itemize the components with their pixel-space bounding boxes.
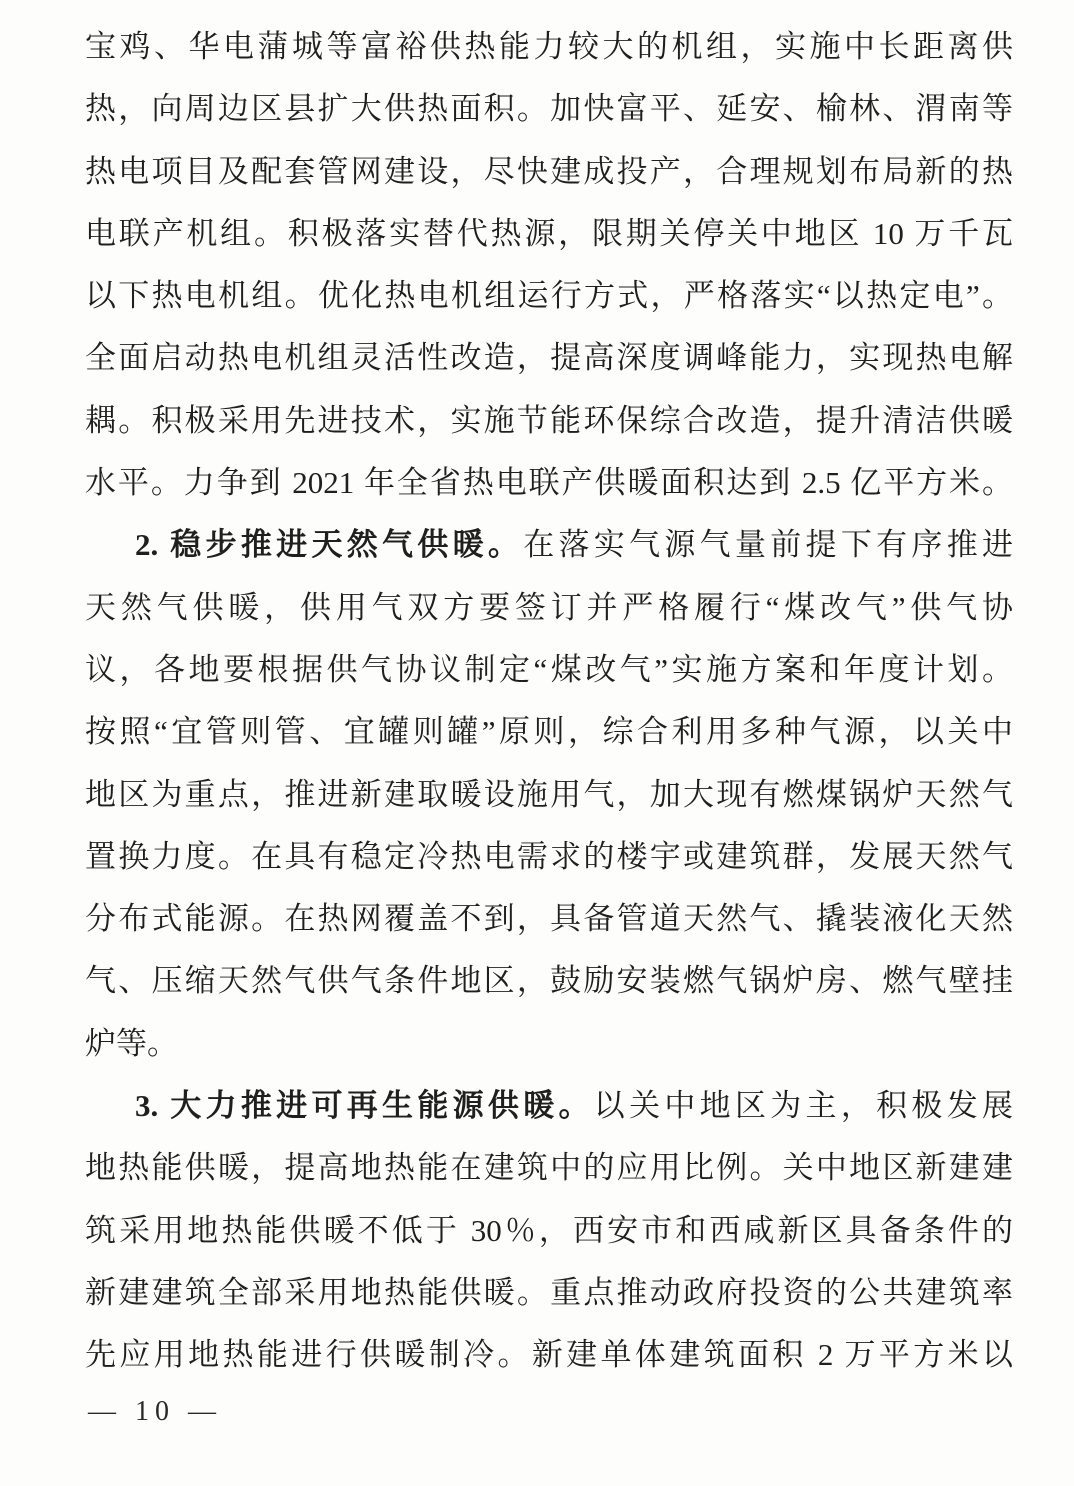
page-footer [88, 1392, 222, 1432]
text-line [85, 701, 1013, 763]
text-line [85, 1075, 1013, 1137]
text-line [85, 1013, 1013, 1075]
text-line [85, 577, 1013, 639]
text-line [85, 203, 1013, 265]
body-text: 炉等。 [85, 1025, 178, 1061]
text-line [85, 1200, 1013, 1262]
section-heading-text: 3. 大力推进可再生能源供暖。 [135, 1088, 594, 1124]
body-text: 地热能供暖，提高地热能在建筑中的应用比例。关中地区新建建 [85, 1150, 1013, 1186]
body-text: 新建建筑全部采用地热能供暖。重点推动政府投资的公共建筑率 [85, 1274, 1013, 1310]
body-text: 以下热电机组。优化热电机组运行方式，严格落实“以热定电”。 [85, 278, 1013, 314]
text-line [85, 1324, 1013, 1386]
body-text: 热电项目及配套管网建设，尽快建成投产，合理规划布局新的热 [85, 153, 1013, 189]
body-text: 议，各地要根据供气协议制定“煤改气”实施方案和年度计划。 [85, 651, 1013, 687]
text-line [85, 390, 1013, 452]
text-line [85, 78, 1013, 140]
text-line [85, 888, 1013, 950]
text-line [85, 1262, 1013, 1324]
body-text: 筑采用地热能供暖不低于 30％，西安市和西咸新区具备条件的 [85, 1212, 1013, 1248]
text-line [85, 141, 1013, 203]
text-line [85, 514, 1013, 576]
text-line [85, 16, 1013, 78]
body-text: 分布式能源。在热网覆盖不到，具备管道天然气、撬装液化天然 [85, 901, 1013, 937]
text-line [85, 826, 1013, 888]
body-text: 地区为重点，推进新建取暖设施用气，加大现有燃煤锅炉天然气 [85, 776, 1013, 812]
body-text: 全面启动热电机组灵活性改造，提高深度调峰能力，实现热电解 [85, 340, 1013, 376]
text-line [85, 950, 1013, 1012]
body-text: 耦。积极采用先进技术，实施节能环保综合改造，提升清洁供暖 [85, 402, 1013, 438]
body-text: 电联产机组。积极落实替代热源，限期关停关中地区 10 万千瓦 [85, 215, 1013, 251]
body-text: 按照“宜管则管、宜罐则罐”原则，综合利用多种气源，以关中 [85, 714, 1013, 750]
text-line [85, 327, 1013, 389]
section-heading-text: 2. 稳步推进天然气供暖。 [135, 527, 524, 563]
body-text: 以关中地区为主，积极发展 [593, 1088, 1013, 1124]
text-line [85, 452, 1013, 514]
text-line [85, 265, 1013, 327]
body-text: 气、压缩天然气供气条件地区，鼓励安装燃气锅炉房、燃气壁挂 [85, 963, 1013, 999]
body-text: 天然气供暖，供用气双方要签订并严格履行“煤改气”供气协 [85, 589, 1013, 625]
body-text: 在落实气源气量前提下有序推进 [523, 527, 1013, 563]
document-body [85, 16, 1013, 1387]
text-line [85, 1137, 1013, 1199]
body-text: 置换力度。在具有稳定冷热电需求的楼宇或建筑群，发展天然气 [85, 838, 1013, 874]
text-line [85, 639, 1013, 701]
body-text: 宝鸡、华电蒲城等富裕供热能力较大的机组，实施中长距离供 [85, 29, 1013, 64]
body-text: 先应用地热能进行供暖制冷。新建单体建筑面积 2 万平方米以 [85, 1337, 1013, 1373]
page-number: — 10 — [88, 1396, 222, 1427]
body-text: 水平。力争到 2021 年全省热电联产供暖面积达到 2.5 亿平方米。 [85, 465, 1013, 501]
text-line [85, 764, 1013, 826]
body-text: 热，向周边区县扩大供热面积。加快富平、延安、榆林、渭南等 [85, 91, 1013, 127]
